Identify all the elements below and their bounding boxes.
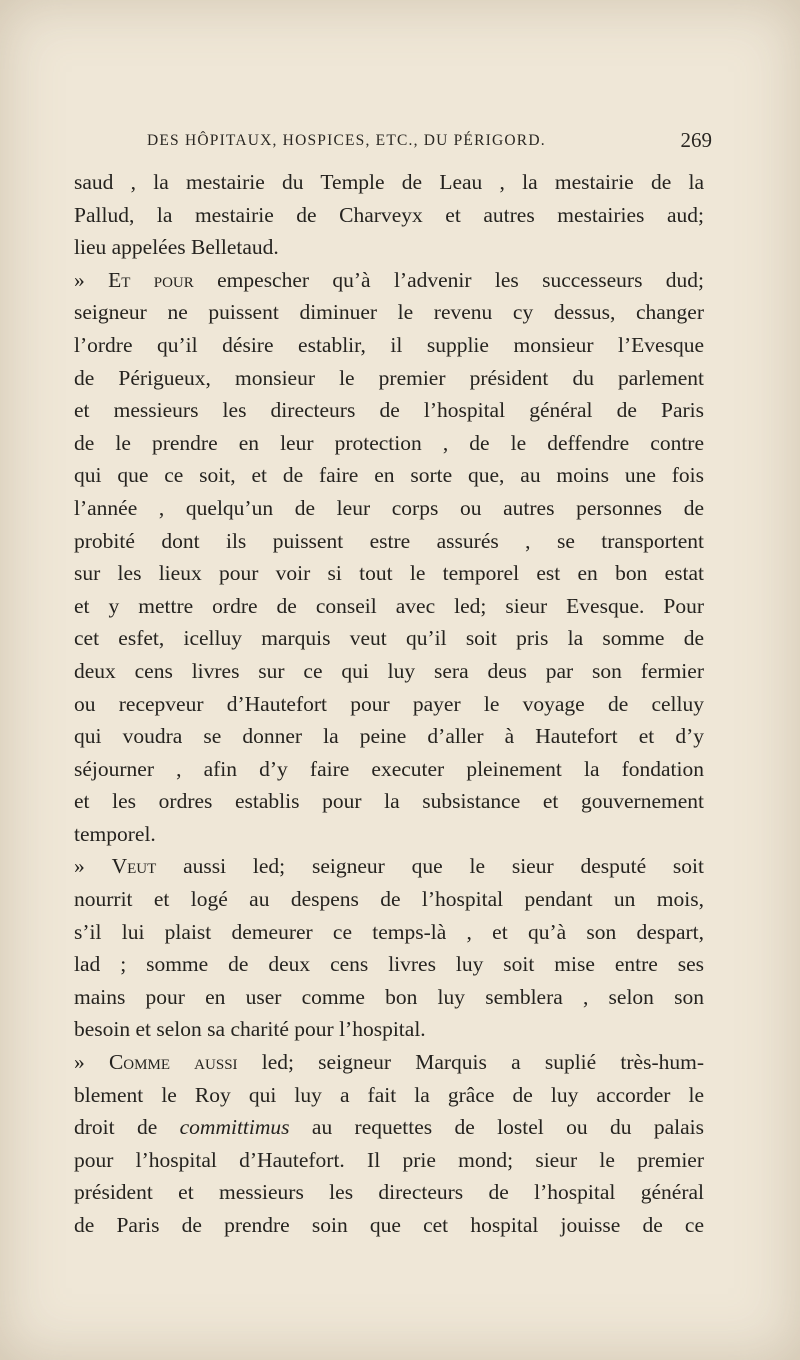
- text-line: blement le Roy qui luy a fait la grâce de luy accorder le: [74, 1082, 704, 1107]
- text-line: deux cens livres sur ce qui luy sera deus par son fermier: [74, 658, 704, 683]
- text-line: cet esfet, icelluy marquis veut qu’il soit pris la somme de: [74, 626, 704, 651]
- text-line: probité dont ils puissent estre assurés , se transportent: [74, 528, 704, 553]
- text-line: de le prendre en leur protection , de le deffendre contre: [74, 430, 704, 455]
- body-text: [74, 166, 704, 1242]
- text-line: et les ordres establis pour la subsistance et gouvernement: [74, 789, 704, 814]
- text-line: Pallud, la mestairie de Charveyx et autres mestairies aud;: [74, 202, 704, 227]
- text-line: [74, 1111, 704, 1144]
- line-rest: led; seigneur Marquis a suplié très-hum-: [237, 1050, 704, 1075]
- text-line: nourrit et logé au despens de l’hospital pendant un mois,: [74, 887, 704, 912]
- text-line: [74, 1046, 704, 1079]
- text-line: de Paris de prendre soin que cet hospital jouisse de ce: [74, 1213, 704, 1237]
- line-rest: au requettes de lostel ou du palais: [289, 1115, 704, 1140]
- text-line: pour l’hospital d’Hautefort. Il prie mond; sieur le premier: [74, 1147, 704, 1172]
- text-line: seigneur ne puissent diminuer le revenu cy dessus, changer: [74, 300, 704, 325]
- text-line: [74, 264, 704, 297]
- text-line: sur les lieux pour voir si tout le temporel est en bon estat: [74, 561, 704, 586]
- text-line: président et messieurs les directeurs de l’hospital général: [74, 1180, 704, 1205]
- quote-mark: »: [74, 1050, 109, 1075]
- quote-mark: »: [74, 854, 112, 879]
- text-line: et messieurs les directeurs de l’hospital général de Paris: [74, 398, 704, 423]
- text-line: l’ordre qu’il désire establir, il supplie monsieur l’Evesque: [74, 332, 704, 357]
- page-number: 269: [680, 128, 712, 152]
- page-header: [147, 128, 712, 154]
- line-start: droit de: [74, 1115, 180, 1140]
- text-line: lieu appelées Belletaud.: [74, 235, 279, 260]
- line-rest: aussi led; seigneur que le sieur desputé soit: [156, 854, 705, 879]
- text-line: l’année , quelqu’un de leur corps ou autres personnes de: [74, 495, 704, 520]
- text-line: s’il lui plaist demeurer ce temps-là , et qu’à son despart,: [74, 919, 704, 944]
- text-line: de Périgueux, monsieur le premier président du parlement: [74, 365, 704, 390]
- small-caps-lead: Et pour: [108, 267, 194, 292]
- text-line: ou recepveur d’Hautefort pour payer le voyage de celluy: [74, 691, 704, 716]
- text-line: qui voudra se donner la peine d’aller à Hautefort et d’y: [74, 724, 704, 749]
- text-line: temporel.: [74, 821, 156, 846]
- quote-mark: »: [74, 267, 109, 292]
- text-line: et y mettre ordre de conseil avec led; sieur Evesque. Pour: [74, 593, 704, 618]
- line-rest: empescher qu’à l’advenir les successeurs dud;: [193, 267, 705, 292]
- running-head: DES HÔPITAUX, HOSPICES, ETC., DU PÉRIGORD.: [147, 132, 546, 149]
- text-line: saud , la mestairie du Temple de Leau , la mestairie de la: [74, 170, 704, 194]
- small-caps-lead: Veut: [111, 854, 157, 879]
- text-line: besoin et selon sa charité pour l’hospital.: [74, 1017, 426, 1042]
- text-line: séjourner , afin d’y faire executer pleinement la fondation: [74, 756, 704, 781]
- text-line: mains pour en user comme bon luy semblera , selon son: [74, 984, 704, 1009]
- text-line: lad ; somme de deux cens livres luy soit mise entre ses: [74, 952, 704, 977]
- text-line: qui que ce soit, et de faire en sorte que, au moins une fois: [74, 463, 704, 488]
- small-caps-lead: Comme aussi: [108, 1050, 238, 1075]
- text-line: [74, 850, 704, 883]
- italic-term: committimus: [179, 1115, 290, 1140]
